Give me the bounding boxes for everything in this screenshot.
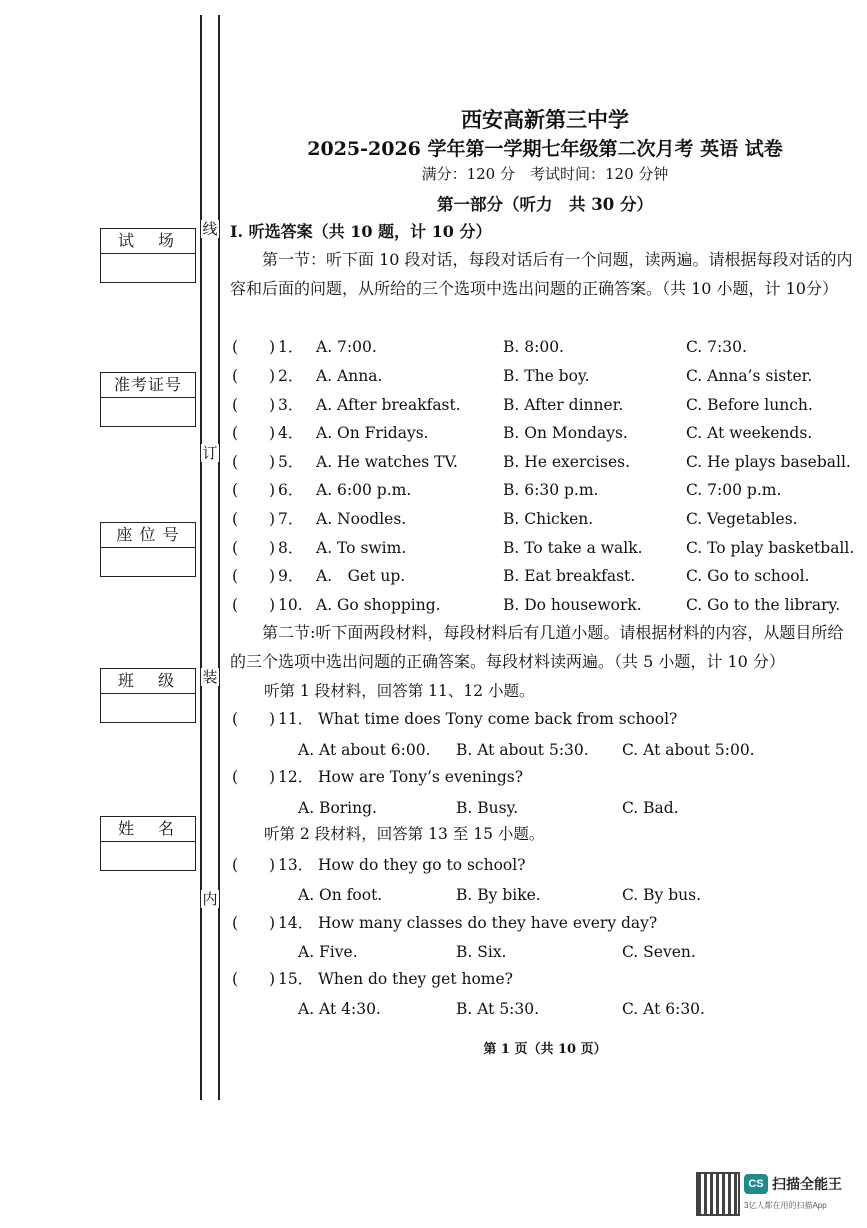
camscanner-name: 扫描全能王 xyxy=(772,1176,842,1192)
option-a: A. Five. xyxy=(298,943,358,961)
question-number: 7． xyxy=(278,510,304,528)
question-number: 9． xyxy=(278,567,304,585)
margin-char-fasten: 装 xyxy=(202,668,218,686)
qr-code-icon xyxy=(696,1172,740,1216)
option-c: C. Before lunch. xyxy=(686,396,813,414)
question-number: 3． xyxy=(278,396,304,414)
material1-label: 听第 1 段材料，回答第 11、12 小题。 xyxy=(264,682,535,700)
question-number: 5． xyxy=(278,453,304,471)
options-row xyxy=(0,884,867,906)
section1-instruction: 第一节：听下面 10 段对话，每段对话后有一个问题，读两遍。请根据每段对话的内容和后面的问题，从所给的三个选项中选出问题的正确答案。（共 10 小题，计 10分） xyxy=(230,250,853,298)
option-c: C. At 6:30. xyxy=(622,1000,705,1018)
school-title: 西安高新第三中学 xyxy=(461,107,629,132)
answer-blank[interactable]: ( ) xyxy=(232,856,276,874)
option-b: B. The boy. xyxy=(503,367,590,385)
option-c: C. At about 5:00. xyxy=(622,741,755,759)
option-b: B. By bike. xyxy=(456,886,541,904)
answer-blank[interactable]: ( ) xyxy=(232,453,276,471)
question-row xyxy=(0,336,867,358)
question-row xyxy=(0,479,867,501)
margin-char-inside: 内 xyxy=(202,890,218,908)
option-a: A. Boring. xyxy=(298,799,377,817)
question-row xyxy=(0,508,867,530)
seat-number-label: 座 位 号 xyxy=(101,523,195,548)
camscanner-tagline: 3亿人都在用的扫描App xyxy=(744,1201,827,1210)
question-row xyxy=(0,912,867,934)
question-text: How do they go to school? xyxy=(318,856,526,874)
exam-room-field[interactable] xyxy=(101,254,195,282)
option-b: B. At about 5:30. xyxy=(456,741,589,759)
question-row xyxy=(0,766,867,788)
section1-heading: I. 听选答案（共 10 题，计 10 分） xyxy=(230,222,492,241)
option-a: A. After breakfast. xyxy=(316,396,461,414)
option-b: B. To take a walk. xyxy=(503,539,643,557)
option-b: B. Busy. xyxy=(456,799,519,817)
option-c: C. 7:30. xyxy=(686,338,747,356)
option-c: C. At weekends. xyxy=(686,424,813,442)
option-a: A. On Fridays. xyxy=(316,424,429,442)
answer-blank[interactable]: ( ) xyxy=(232,539,276,557)
answer-blank[interactable]: ( ) xyxy=(232,396,276,414)
option-c: C. He plays baseball. xyxy=(686,453,851,471)
answer-blank[interactable]: ( ) xyxy=(232,914,276,932)
option-a: A. Get up. xyxy=(316,567,406,585)
option-a: A. To swim. xyxy=(316,539,407,557)
question-row xyxy=(0,854,867,876)
class-label: 班 级 xyxy=(101,669,195,694)
exam-title: 2025-2026 学年第一学期七年级第二次月考 英语 试卷 xyxy=(307,138,783,160)
option-c: C. By bus. xyxy=(622,886,702,904)
option-a: A. On foot. xyxy=(298,886,383,904)
option-a: A. Anna. xyxy=(316,367,383,385)
option-c: C. Vegetables. xyxy=(686,510,798,528)
question-number: 15． xyxy=(278,970,314,988)
ticket-number-label: 准考证号 xyxy=(101,373,195,398)
option-c: C. Anna’s sister. xyxy=(686,367,813,385)
option-b: B. On Mondays. xyxy=(503,424,628,442)
section2-instruction: 第二节:听下面两段材料，每段材料后有几道小题。请根据材料的内容，从题目所给的三个选项中选出问题的正确答案。每段材料读两遍。（共 5 小题，计 10 分） xyxy=(230,623,844,671)
option-a: A. At 4:30. xyxy=(298,1000,381,1018)
question-number: 6． xyxy=(278,481,304,499)
question-text: When do they get home? xyxy=(318,970,513,988)
option-b: B. Six. xyxy=(456,943,507,961)
option-a: A. 6:00 p.m. xyxy=(316,481,412,499)
answer-blank[interactable]: ( ) xyxy=(232,596,276,614)
option-c: C. Seven. xyxy=(622,943,696,961)
options-row xyxy=(0,797,867,819)
answer-blank[interactable]: ( ) xyxy=(232,481,276,499)
question-number: 1． xyxy=(278,338,304,356)
question-row xyxy=(0,708,867,730)
question-number: 2． xyxy=(278,367,304,385)
answer-blank[interactable]: ( ) xyxy=(232,338,276,356)
margin-char-bind: 订 xyxy=(202,444,218,462)
option-a: A. He watches TV. xyxy=(316,453,458,471)
answer-blank[interactable]: ( ) xyxy=(232,424,276,442)
option-a: A. At about 6:00. xyxy=(298,741,431,759)
answer-blank[interactable]: ( ) xyxy=(232,567,276,585)
option-b: B. He exercises. xyxy=(503,453,631,471)
margin-char-line: 线 xyxy=(202,220,218,238)
option-b: B. 8:00. xyxy=(503,338,564,356)
question-number: 4． xyxy=(278,424,304,442)
options-row xyxy=(0,998,867,1020)
option-c: C. To play basketball. xyxy=(686,539,855,557)
question-text: How are Tony’s evenings? xyxy=(318,768,524,786)
option-c: C. Go to school. xyxy=(686,567,810,585)
option-c: C. Go to the library. xyxy=(686,596,841,614)
question-number: 12． xyxy=(278,768,314,786)
option-a: A. Noodles. xyxy=(316,510,407,528)
part-title: 第一部分（听力 共 30 分） xyxy=(437,195,653,214)
question-row xyxy=(0,422,867,444)
option-b: B. Chicken. xyxy=(503,510,594,528)
answer-blank[interactable]: ( ) xyxy=(232,710,276,728)
question-row xyxy=(0,394,867,416)
option-b: B. 6:30 p.m. xyxy=(503,481,599,499)
question-row xyxy=(0,968,867,990)
question-row xyxy=(0,537,867,559)
question-row xyxy=(0,451,867,473)
options-row xyxy=(0,739,867,761)
question-row xyxy=(0,365,867,387)
option-b: B. After dinner. xyxy=(503,396,624,414)
question-text: How many classes do they have every day? xyxy=(318,914,658,932)
exam-room-label: 试 场 xyxy=(101,229,195,254)
question-number: 10. xyxy=(278,596,303,614)
name-label: 姓 名 xyxy=(101,817,195,842)
exam-meta: 满分：120 分 考试时间：120 分钟 xyxy=(421,165,669,183)
option-c: C. Bad. xyxy=(622,799,679,817)
option-a: A. Go shopping. xyxy=(316,596,441,614)
question-text: What time does Tony come back from school? xyxy=(318,710,678,728)
page-footer: 第 1 页（共 10 页） xyxy=(483,1042,607,1057)
answer-blank[interactable]: ( ) xyxy=(232,768,276,786)
question-row xyxy=(0,565,867,587)
question-row xyxy=(0,594,867,616)
answer-blank[interactable]: ( ) xyxy=(232,970,276,988)
question-number: 11． xyxy=(278,710,314,728)
option-b: B. Do housework. xyxy=(503,596,642,614)
option-a: A. 7:00. xyxy=(316,338,377,356)
option-c: C. 7:00 p.m. xyxy=(686,481,782,499)
answer-blank[interactable]: ( ) xyxy=(232,510,276,528)
option-b: B. At 5:30. xyxy=(456,1000,540,1018)
answer-blank[interactable]: ( ) xyxy=(232,367,276,385)
question-number: 8． xyxy=(278,539,304,557)
camscanner-logo: CS xyxy=(744,1174,768,1194)
option-b: B. Eat breakfast. xyxy=(503,567,636,585)
exam-room-box xyxy=(100,228,196,283)
question-number: 13． xyxy=(278,856,314,874)
options-row xyxy=(0,941,867,963)
material2-label: 听第 2 段材料，回答第 13 至 15 小题。 xyxy=(264,825,545,843)
question-number: 14． xyxy=(278,914,314,932)
